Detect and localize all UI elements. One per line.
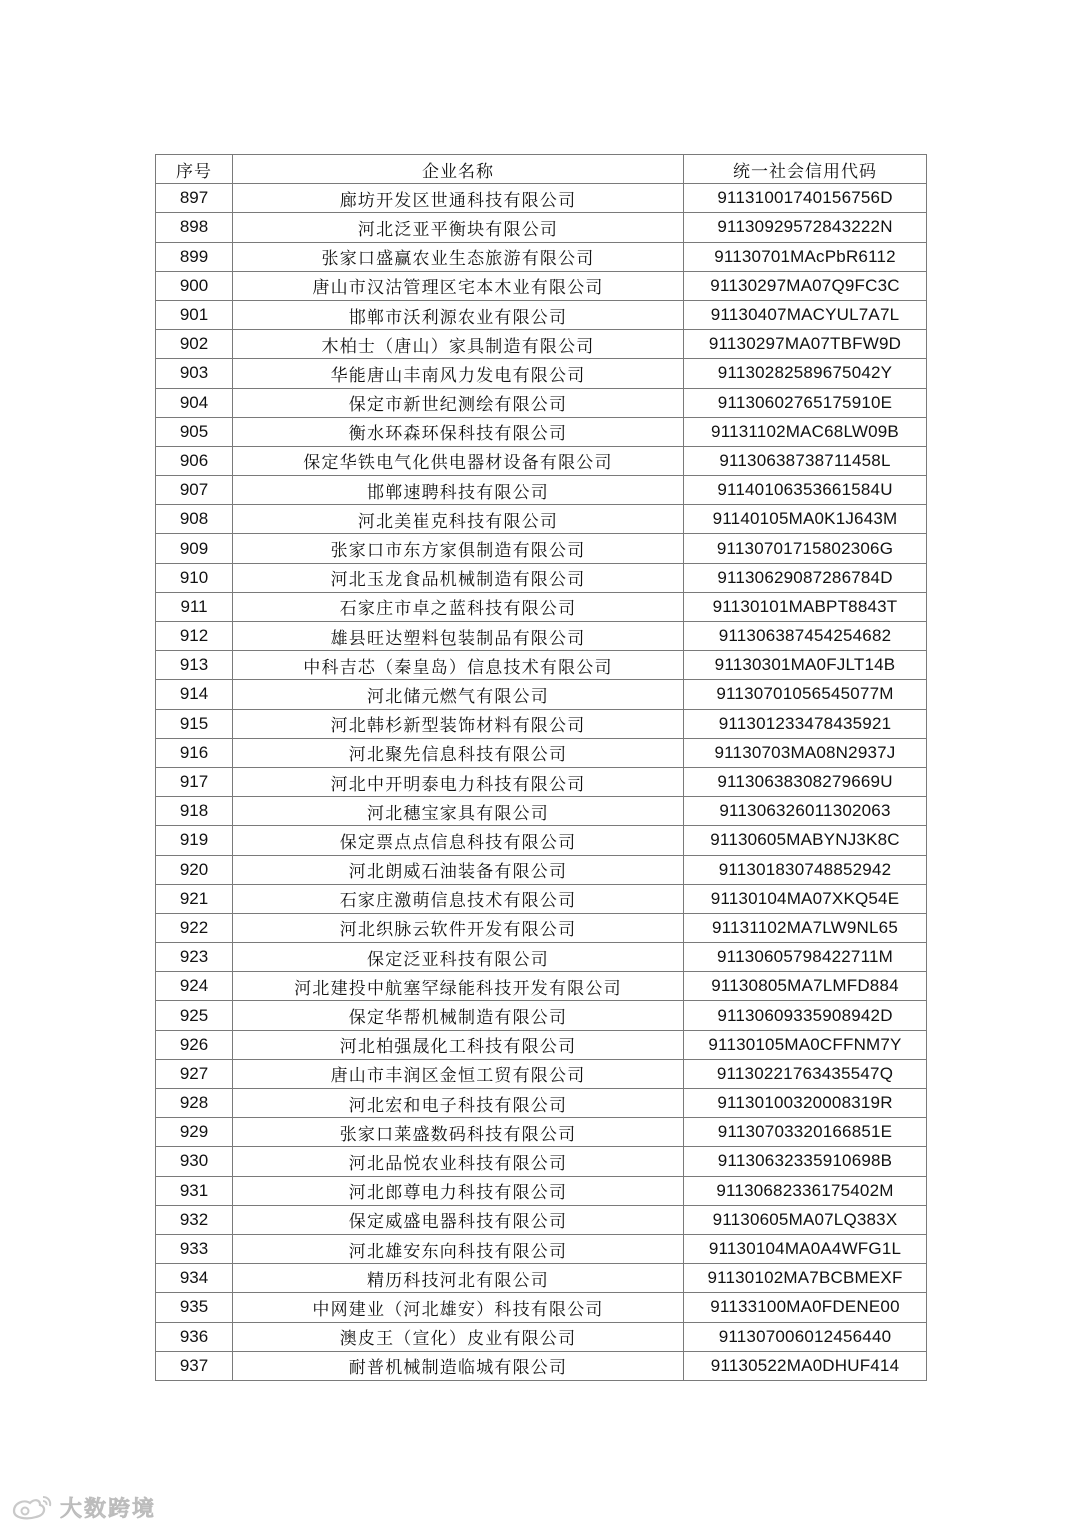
cell-company-name: 河北建投中航塞罕绿能科技开发有限公司	[233, 972, 684, 1001]
cell-credit-code: 91130605MA07LQ383X	[684, 1205, 927, 1234]
weibo-style-logo-icon	[10, 1493, 54, 1521]
cell-credit-code: 91130297MA07TBFW9D	[684, 330, 927, 359]
cell-company-name: 耐普机械制造临城有限公司	[233, 1351, 684, 1380]
cell-seq: 900	[156, 271, 233, 300]
cell-company-name: 河北储元燃气有限公司	[233, 680, 684, 709]
cell-company-name: 河北品悦农业科技有限公司	[233, 1147, 684, 1176]
table-row	[156, 797, 927, 826]
cell-credit-code: 91130703MA08N2937J	[684, 738, 927, 767]
header-credit-code: 统一社会信用代码	[684, 155, 927, 184]
cell-company-name: 中科吉芯（秦皇岛）信息技术有限公司	[233, 651, 684, 680]
cell-credit-code: 91130632335910698B	[684, 1147, 927, 1176]
cell-company-name: 河北朗威石油装备有限公司	[233, 855, 684, 884]
table-row	[156, 184, 927, 213]
cell-credit-code: 91130682336175402M	[684, 1176, 927, 1205]
cell-credit-code: 91130703320166851E	[684, 1118, 927, 1147]
watermark	[10, 1490, 156, 1524]
cell-company-name: 石家庄市卓之蓝科技有限公司	[233, 592, 684, 621]
cell-credit-code: 91130100320008319R	[684, 1089, 927, 1118]
cell-seq: 908	[156, 505, 233, 534]
cell-company-name: 精历科技河北有限公司	[233, 1264, 684, 1293]
cell-credit-code: 91130701MAcPbR6112	[684, 242, 927, 271]
cell-company-name: 河北柏强晟化工科技有限公司	[233, 1030, 684, 1059]
cell-company-name: 邯郸市沃利源农业有限公司	[233, 300, 684, 329]
cell-seq: 914	[156, 680, 233, 709]
cell-company-name: 河北美崔克科技有限公司	[233, 505, 684, 534]
cell-credit-code: 91140106353661584U	[684, 476, 927, 505]
cell-company-name: 保定威盛电器科技有限公司	[233, 1205, 684, 1234]
cell-company-name: 木柏士（唐山）家具制造有限公司	[233, 330, 684, 359]
table-body	[156, 184, 927, 1381]
cell-credit-code: 91130104MA07XKQ54E	[684, 884, 927, 913]
table-row	[156, 651, 927, 680]
cell-seq: 932	[156, 1205, 233, 1234]
table-row	[156, 622, 927, 651]
table-row	[156, 884, 927, 913]
cell-seq: 929	[156, 1118, 233, 1147]
table-row	[156, 476, 927, 505]
cell-credit-code: 91130629087286784D	[684, 563, 927, 592]
table-row	[156, 446, 927, 475]
table-row	[156, 505, 927, 534]
cell-credit-code: 91130101MABPT8843T	[684, 592, 927, 621]
cell-company-name: 中网建业（河北雄安）科技有限公司	[233, 1293, 684, 1322]
table-row	[156, 1059, 927, 1088]
cell-seq: 923	[156, 943, 233, 972]
cell-credit-code: 91130104MA0A4WFG1L	[684, 1234, 927, 1263]
cell-seq: 928	[156, 1089, 233, 1118]
cell-seq: 935	[156, 1293, 233, 1322]
cell-company-name: 张家口市东方家俱制造有限公司	[233, 534, 684, 563]
table-row	[156, 826, 927, 855]
table-row	[156, 563, 927, 592]
table-row	[156, 855, 927, 884]
cell-credit-code: 911306326011302063	[684, 797, 927, 826]
cell-company-name: 廊坊开发区世通科技有限公司	[233, 184, 684, 213]
cell-company-name: 石家庄激萌信息技术有限公司	[233, 884, 684, 913]
cell-seq: 902	[156, 330, 233, 359]
table-row	[156, 1118, 927, 1147]
header-company-name: 企业名称	[233, 155, 684, 184]
cell-company-name: 河北宏和电子科技有限公司	[233, 1089, 684, 1118]
cell-company-name: 保定市新世纪测绘有限公司	[233, 388, 684, 417]
cell-company-name: 河北韩杉新型装饰材料有限公司	[233, 709, 684, 738]
table-row	[156, 1264, 927, 1293]
cell-seq: 916	[156, 738, 233, 767]
cell-credit-code: 91130221763435547Q	[684, 1059, 927, 1088]
table-row	[156, 972, 927, 1001]
cell-credit-code: 91131102MAC68LW09B	[684, 417, 927, 446]
cell-seq: 899	[156, 242, 233, 271]
cell-credit-code: 91130102MA7BCBMEXF	[684, 1264, 927, 1293]
cell-seq: 926	[156, 1030, 233, 1059]
table-row	[156, 300, 927, 329]
cell-seq: 937	[156, 1351, 233, 1380]
table-row	[156, 680, 927, 709]
cell-company-name: 河北郎尊电力科技有限公司	[233, 1176, 684, 1205]
cell-credit-code: 91140105MA0K1J643M	[684, 505, 927, 534]
cell-seq: 924	[156, 972, 233, 1001]
table-row	[156, 767, 927, 796]
table-row	[156, 1351, 927, 1380]
cell-credit-code: 91130522MA0DHUF414	[684, 1351, 927, 1380]
table-row	[156, 330, 927, 359]
cell-seq: 918	[156, 797, 233, 826]
table-row	[156, 417, 927, 446]
cell-seq: 934	[156, 1264, 233, 1293]
table-row	[156, 738, 927, 767]
cell-credit-code: 911307006012456440	[684, 1322, 927, 1351]
cell-credit-code: 91130609335908942D	[684, 1001, 927, 1030]
table-row	[156, 1234, 927, 1263]
table-row	[156, 1176, 927, 1205]
cell-seq: 910	[156, 563, 233, 592]
cell-seq: 904	[156, 388, 233, 417]
cell-seq: 931	[156, 1176, 233, 1205]
table-row	[156, 534, 927, 563]
cell-company-name: 河北中开明泰电力科技有限公司	[233, 767, 684, 796]
table-row	[156, 1030, 927, 1059]
cell-company-name: 河北雄安东向科技有限公司	[233, 1234, 684, 1263]
cell-credit-code: 91130297MA07Q9FC3C	[684, 271, 927, 300]
cell-seq: 920	[156, 855, 233, 884]
cell-credit-code: 91130605MABYNJ3K8C	[684, 826, 927, 855]
cell-company-name: 唐山市丰润区金恒工贸有限公司	[233, 1059, 684, 1088]
cell-seq: 897	[156, 184, 233, 213]
cell-seq: 930	[156, 1147, 233, 1176]
cell-seq: 912	[156, 622, 233, 651]
cell-credit-code: 91130638308279669U	[684, 767, 927, 796]
cell-credit-code: 911306387454254682	[684, 622, 927, 651]
cell-credit-code: 91133100MA0FDENE00	[684, 1293, 927, 1322]
cell-seq: 906	[156, 446, 233, 475]
cell-company-name: 保定华帮机械制造有限公司	[233, 1001, 684, 1030]
watermark-text: 大数跨境	[60, 1496, 157, 1522]
cell-company-name: 衡水环森环保科技有限公司	[233, 417, 684, 446]
cell-seq: 905	[156, 417, 233, 446]
cell-seq: 933	[156, 1234, 233, 1263]
table-row	[156, 388, 927, 417]
cell-seq: 909	[156, 534, 233, 563]
cell-seq: 936	[156, 1322, 233, 1351]
table-row	[156, 1322, 927, 1351]
cell-seq: 919	[156, 826, 233, 855]
cell-company-name: 唐山市汉沽管理区宅本木业有限公司	[233, 271, 684, 300]
cell-credit-code: 91130638738711458L	[684, 446, 927, 475]
cell-company-name: 河北穗宝家具有限公司	[233, 797, 684, 826]
cell-seq: 913	[156, 651, 233, 680]
cell-credit-code: 91130407MACYUL7A7L	[684, 300, 927, 329]
table-row	[156, 1001, 927, 1030]
cell-credit-code: 911301233478435921	[684, 709, 927, 738]
cell-credit-code: 91130282589675042Y	[684, 359, 927, 388]
cell-company-name: 张家口盛赢农业生态旅游有限公司	[233, 242, 684, 271]
cell-credit-code: 91130602765175910E	[684, 388, 927, 417]
cell-credit-code: 911301830748852942	[684, 855, 927, 884]
header-seq: 序号	[156, 155, 233, 184]
enterprise-list-table-container	[155, 154, 926, 1381]
cell-company-name: 雄县旺达塑料包装制品有限公司	[233, 622, 684, 651]
table-header-row	[156, 155, 927, 184]
cell-company-name: 张家口莱盛数码科技有限公司	[233, 1118, 684, 1147]
cell-seq: 903	[156, 359, 233, 388]
table-row	[156, 592, 927, 621]
table-row	[156, 1089, 927, 1118]
cell-credit-code: 91130701056545077M	[684, 680, 927, 709]
cell-seq: 915	[156, 709, 233, 738]
enterprise-list-table	[155, 154, 927, 1381]
cell-company-name: 河北织脉云软件开发有限公司	[233, 913, 684, 942]
cell-credit-code: 91130701715802306G	[684, 534, 927, 563]
table-row	[156, 271, 927, 300]
cell-seq: 907	[156, 476, 233, 505]
cell-seq: 901	[156, 300, 233, 329]
cell-company-name: 河北玉龙食品机械制造有限公司	[233, 563, 684, 592]
table-row	[156, 359, 927, 388]
cell-credit-code: 91130805MA7LMFD884	[684, 972, 927, 1001]
cell-seq: 911	[156, 592, 233, 621]
table-row	[156, 913, 927, 942]
table-row	[156, 1205, 927, 1234]
cell-seq: 921	[156, 884, 233, 913]
cell-company-name: 保定华铁电气化供电器材设备有限公司	[233, 446, 684, 475]
cell-credit-code: 91130105MA0CFFNM7Y	[684, 1030, 927, 1059]
table-row	[156, 1293, 927, 1322]
cell-seq: 927	[156, 1059, 233, 1088]
cell-company-name: 保定票点点信息科技有限公司	[233, 826, 684, 855]
cell-seq: 922	[156, 913, 233, 942]
cell-company-name: 华能唐山丰南风力发电有限公司	[233, 359, 684, 388]
cell-credit-code: 91131001740156756D	[684, 184, 927, 213]
cell-seq: 925	[156, 1001, 233, 1030]
cell-company-name: 河北聚先信息科技有限公司	[233, 738, 684, 767]
table-row	[156, 1147, 927, 1176]
table-row	[156, 213, 927, 242]
table-row	[156, 709, 927, 738]
cell-credit-code: 91131102MA7LW9NL65	[684, 913, 927, 942]
cell-company-name: 保定泛亚科技有限公司	[233, 943, 684, 972]
cell-credit-code: 91130301MA0FJLT14B	[684, 651, 927, 680]
cell-company-name: 河北泛亚平衡块有限公司	[233, 213, 684, 242]
cell-seq: 898	[156, 213, 233, 242]
table-row	[156, 943, 927, 972]
cell-credit-code: 91130605798422711M	[684, 943, 927, 972]
cell-company-name: 邯郸速聘科技有限公司	[233, 476, 684, 505]
cell-seq: 917	[156, 767, 233, 796]
cell-company-name: 澳皮王（宣化）皮业有限公司	[233, 1322, 684, 1351]
cell-credit-code: 91130929572843222N	[684, 213, 927, 242]
table-row	[156, 242, 927, 271]
